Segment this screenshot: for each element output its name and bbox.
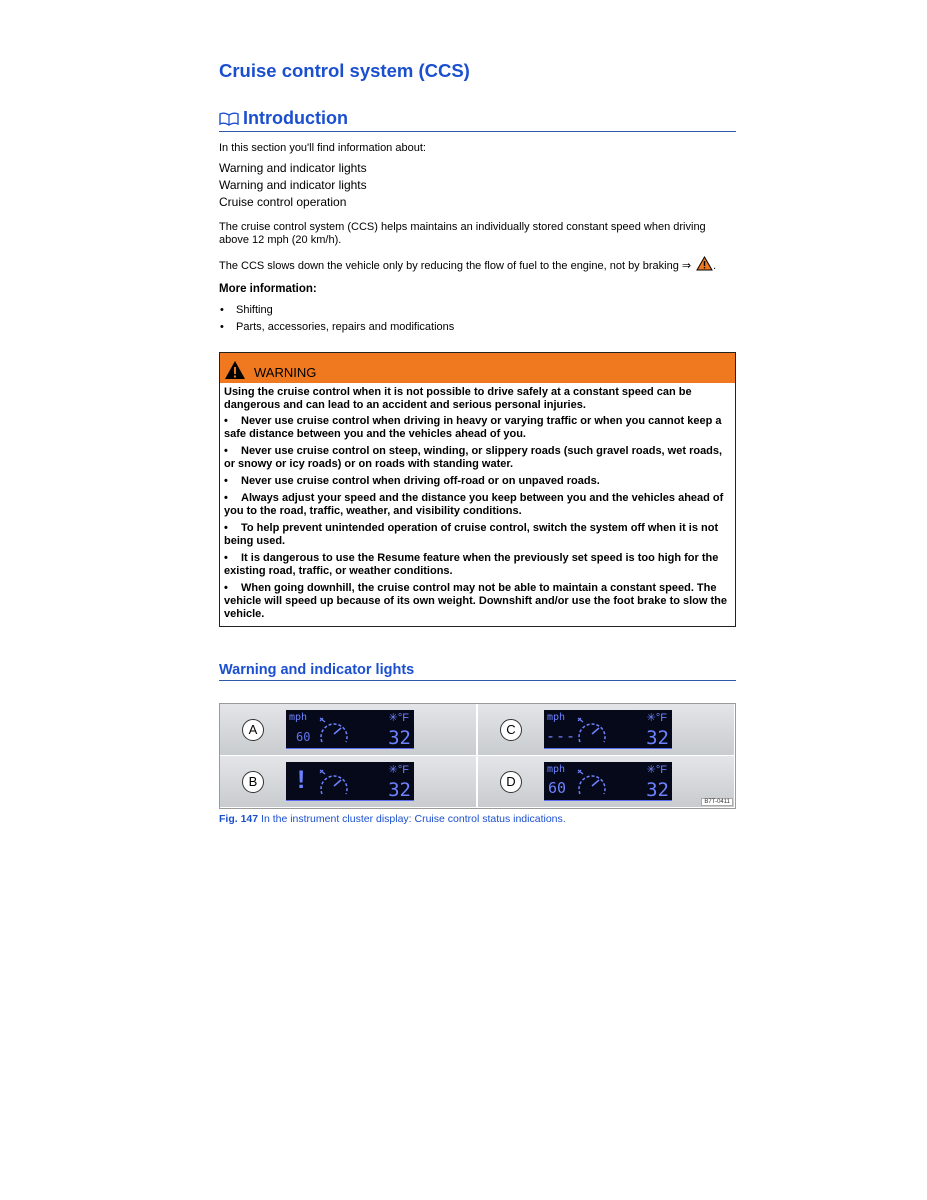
cluster-display <box>544 710 672 749</box>
lights-heading: Warning and indicator lights <box>219 662 736 681</box>
set-speed: --- <box>546 727 577 745</box>
panel-label: A <box>242 719 264 741</box>
more-info-list <box>219 302 454 336</box>
warning-box <box>219 352 736 627</box>
page-title: Cruise control system (CCS) <box>219 60 470 81</box>
exclamation-indicator: ! <box>297 766 306 794</box>
cluster-display <box>286 762 414 801</box>
panel-label: C <box>500 719 522 741</box>
warning-item: • Never use cruise control on steep, winding, or slippery roads (such gravel roads, wet roads, or snowy or icy roads) or on roads with standing water. <box>224 445 723 470</box>
braking-text: The CCS slows down the vehicle only by reducing the flow of fuel to the engine, not by braking ⇒ <box>219 260 692 272</box>
panel-b <box>220 756 476 807</box>
figure-caption-text: In the instrument cluster display: Cruise control status indications. <box>261 813 566 825</box>
book-icon <box>219 112 239 126</box>
set-speed: 60 <box>548 779 567 797</box>
intro-heading <box>219 108 736 132</box>
mph-label: mph <box>547 764 566 775</box>
panel-c <box>478 704 734 755</box>
temp-unit: ✳°F <box>388 764 409 776</box>
speedometer-icon <box>575 716 609 746</box>
braking-end: . <box>713 260 717 272</box>
topic-list <box>219 160 367 211</box>
warning-list <box>224 415 731 621</box>
panel-label: D <box>500 771 522 793</box>
warning-item: • To help prevent unintended operation of cruise control, switch the system off when it is not being used. <box>224 522 719 547</box>
cluster-display <box>286 710 414 749</box>
warning-lead: Using the cruise control when it is not possible to drive safely at a constant speed can be dangerous and can lead to an accident and serious personal injuries. <box>224 386 692 411</box>
topic-link[interactable]: Warning and indicator lights <box>219 178 367 192</box>
panel-a <box>220 704 476 755</box>
cluster-display <box>544 762 672 801</box>
temperature: 32 <box>388 727 411 749</box>
panel-label: B <box>242 771 264 793</box>
temp-unit: ✳°F <box>388 712 409 724</box>
temperature: 32 <box>646 727 669 749</box>
speedometer-icon <box>575 768 609 798</box>
temp-unit: ✳°F <box>646 712 667 724</box>
mph-label: mph <box>289 712 308 723</box>
temperature: 32 <box>646 779 669 801</box>
intro-paragraph: The cruise control system (CCS) helps maintains an individually stored constant speed when driving above 12 mph (20 km/h). <box>219 221 706 246</box>
warning-item: • When going downhill, the cruise control may not be able to maintain a constant speed. The vehicle will speed up because of its own weight. Downshift and/or use the foot brake to slow the vehicle. <box>224 582 728 620</box>
panel-d <box>478 756 734 807</box>
more-info-title: More information: <box>219 283 317 295</box>
warning-title: WARNING <box>254 365 317 380</box>
topic-link[interactable]: Warning and indicator lights <box>219 161 367 175</box>
more-info-link[interactable]: • Shifting <box>219 302 454 319</box>
speedometer-icon <box>317 768 351 798</box>
figure-code: B7T-0411 <box>701 798 733 806</box>
mph-label: mph <box>547 712 566 723</box>
warning-header <box>220 353 735 383</box>
figure-number: Fig. 147 <box>219 813 259 825</box>
intro-heading-text: Introduction <box>243 108 348 128</box>
warning-triangle-icon <box>224 360 246 380</box>
braking-paragraph <box>219 256 736 274</box>
temperature: 32 <box>388 779 411 801</box>
cluster-figure <box>219 703 736 809</box>
figure-caption <box>219 813 566 825</box>
warning-item: • Always adjust your speed and the distance you keep between you and the vehicles ahead of you to the road, traffic, weather, and visibility conditions. <box>224 492 724 517</box>
warning-item: • Never use cruise control when driving in heavy or varying traffic or when you cannot keep a safe distance between you and the vehicles ahead of you. <box>224 415 722 440</box>
set-speed: 60 <box>296 730 311 744</box>
speedometer-icon <box>317 716 351 746</box>
topic-link[interactable]: Cruise control operation <box>219 195 347 209</box>
warning-triangle-icon[interactable] <box>696 256 713 271</box>
warning-item: • Never use cruise control when driving off-road or on unpaved roads. <box>224 475 600 487</box>
more-info-link[interactable]: • Parts, accessories, repairs and modifications <box>219 319 454 336</box>
warning-body <box>220 383 735 621</box>
warning-item: • It is dangerous to use the Resume feature when the previously set speed is too high for the existing road, traffic, or weather conditions. <box>224 552 719 577</box>
intro-lead: In this section you'll find information about: <box>219 142 426 154</box>
temp-unit: ✳°F <box>646 764 667 776</box>
